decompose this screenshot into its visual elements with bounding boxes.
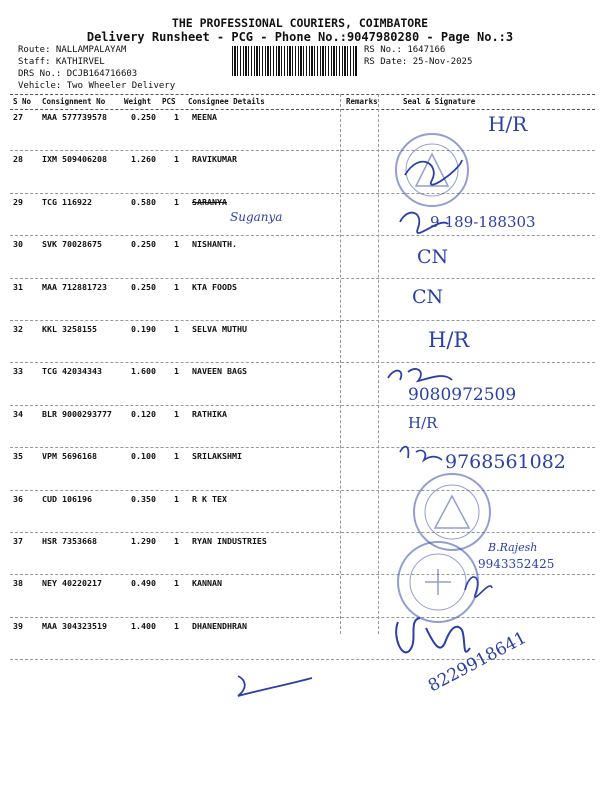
row-consignment: TCG 42034343 bbox=[42, 366, 102, 377]
row-consignee: SELVA MUTHU bbox=[192, 324, 247, 334]
row-sno: 37 bbox=[13, 536, 23, 546]
row-consignee: RATHIKA bbox=[192, 408, 227, 419]
hand-r39: 8229918641 bbox=[424, 627, 530, 697]
row-consignee: NISHANTH. bbox=[192, 239, 237, 250]
signature-r33 bbox=[388, 369, 452, 381]
row-pcs: 1 bbox=[174, 196, 179, 207]
row-pcs: 1 bbox=[174, 620, 179, 631]
col-consignment: Consignment No bbox=[42, 97, 106, 106]
hand-r35: 9768561082 bbox=[445, 451, 566, 473]
row-weight: 1.400 bbox=[131, 620, 156, 631]
row-weight: 0.120 bbox=[131, 408, 156, 419]
hand-r37-phone: 9943352425 bbox=[478, 557, 555, 571]
rs-date: RS Date: 25-Nov-2025 bbox=[364, 57, 473, 67]
row-pcs: 1 bbox=[174, 536, 179, 546]
row-pcs: 1 bbox=[174, 324, 179, 334]
row-weight: 0.250 bbox=[131, 112, 156, 122]
row-weight: 1.290 bbox=[131, 536, 156, 546]
row-sno: 32 bbox=[13, 324, 23, 334]
row-consignment: MAA 304323519 bbox=[42, 620, 107, 631]
col-sno: S No bbox=[13, 97, 32, 106]
route-label: Route: NALLAMPALAYAM bbox=[18, 45, 127, 55]
col-consignee: Consignee Details bbox=[188, 97, 265, 106]
row-sno: 29 bbox=[13, 196, 23, 207]
row-consignment: CUD 106196 bbox=[42, 493, 92, 504]
col-pcs: PCS bbox=[162, 97, 176, 106]
row-weight: 0.250 bbox=[131, 239, 156, 250]
company-title: THE PROFESSIONAL COURIERS, COIMBATORE bbox=[171, 16, 429, 30]
row-sno: 31 bbox=[13, 281, 23, 292]
hand-r29-name: Suganya bbox=[230, 210, 283, 224]
row-consignment: NEY 40220217 bbox=[42, 578, 102, 589]
hand-r37-name: B.Rajesh bbox=[488, 541, 538, 554]
company-stamp-middle bbox=[414, 474, 490, 550]
hand-r29-phone: 9-189-188303 bbox=[430, 213, 536, 231]
row-pcs: 1 bbox=[174, 112, 179, 122]
row-consignee: RAVIKUMAR bbox=[192, 154, 237, 165]
chemical-company-stamp bbox=[398, 542, 478, 622]
row-sno: 36 bbox=[13, 493, 23, 504]
signature-r28 bbox=[405, 160, 462, 185]
row-weight: 0.190 bbox=[131, 324, 156, 334]
row-consignee: SRILAKSHMI bbox=[192, 451, 242, 462]
row-consignee: R K TEX bbox=[192, 493, 227, 504]
row-consignee: MEENA bbox=[192, 112, 217, 122]
staff-label: Staff: KATHIRVEL bbox=[18, 57, 105, 67]
hand-r34: H/R bbox=[408, 414, 438, 432]
hand-r27: H/R bbox=[488, 112, 528, 136]
rs-number: RS No.: 1647166 bbox=[364, 45, 446, 55]
row-weight: 0.250 bbox=[131, 281, 156, 292]
row-sno: 30 bbox=[13, 239, 23, 250]
row-pcs: 1 bbox=[174, 578, 179, 589]
row-pcs: 1 bbox=[174, 281, 179, 292]
row-sno: 39 bbox=[13, 620, 23, 631]
row-pcs: 1 bbox=[174, 451, 179, 462]
col-seal: Seal & Signature bbox=[403, 97, 476, 106]
row-sno: 34 bbox=[13, 408, 23, 419]
hand-r30: CN bbox=[417, 246, 449, 268]
row-weight: 1.260 bbox=[131, 154, 156, 165]
hand-r32: H/R bbox=[428, 328, 470, 352]
row-pcs: 1 bbox=[174, 366, 179, 377]
row-weight: 0.580 bbox=[131, 196, 156, 207]
hand-r31: CN bbox=[412, 286, 444, 308]
row-consignment: VPM 5696168 bbox=[42, 451, 97, 462]
row-consignment: MAA 712881723 bbox=[42, 281, 107, 292]
vehicle-label: Vehicle: Two Wheeler Delivery bbox=[18, 81, 176, 91]
drs-number: DRS No.: DCJB164716603 bbox=[18, 69, 138, 79]
row-consignee: KANNAN bbox=[192, 578, 222, 589]
row-consignee: NAVEEN BAGS bbox=[192, 366, 247, 377]
row-weight: 1.600 bbox=[131, 366, 156, 377]
col-weight: Weight bbox=[124, 97, 152, 106]
row-consignee: KTA FOODS bbox=[192, 281, 237, 292]
signature-r39 bbox=[396, 618, 470, 652]
runsheet-subtitle: Delivery Runsheet - PCG - Phone No.:9047980280 - Page No.:3 bbox=[86, 30, 514, 44]
row-consignment: SVK 70028675 bbox=[42, 239, 102, 250]
row-consignee: DHANENDHRAN bbox=[192, 620, 247, 631]
hand-r33: 9080972509 bbox=[408, 385, 517, 405]
col-remarks: Remarks bbox=[346, 97, 378, 106]
row-pcs: 1 bbox=[174, 239, 179, 250]
row-consignee: RYAN INDUSTRIES bbox=[192, 536, 267, 546]
row-sno: 27 bbox=[13, 112, 23, 122]
row-sno: 38 bbox=[13, 578, 23, 589]
row-consignee: SARANYA bbox=[192, 196, 227, 207]
row-consignment: HSR 7353668 bbox=[42, 536, 97, 546]
company-stamp-top bbox=[396, 134, 468, 206]
row-weight: 0.100 bbox=[131, 451, 156, 462]
row-consignment: IXM 509406208 bbox=[42, 154, 107, 165]
row-weight: 0.350 bbox=[131, 493, 156, 504]
row-sno: 35 bbox=[13, 451, 23, 462]
row-consignment: KKL 3258155 bbox=[42, 324, 97, 334]
row-pcs: 1 bbox=[174, 493, 179, 504]
row-sno: 28 bbox=[13, 154, 23, 165]
signature-r35 bbox=[400, 447, 442, 460]
row-consignment: MAA 577739578 bbox=[42, 112, 107, 122]
end-mark-scribble bbox=[238, 676, 312, 696]
row-consignment: TCG 116922 bbox=[42, 196, 92, 207]
row-pcs: 1 bbox=[174, 408, 179, 419]
row-pcs: 1 bbox=[174, 154, 179, 165]
row-consignment: BLR 9000293777 bbox=[42, 408, 112, 419]
row-weight: 0.490 bbox=[131, 578, 156, 589]
row-sno: 33 bbox=[13, 366, 23, 377]
